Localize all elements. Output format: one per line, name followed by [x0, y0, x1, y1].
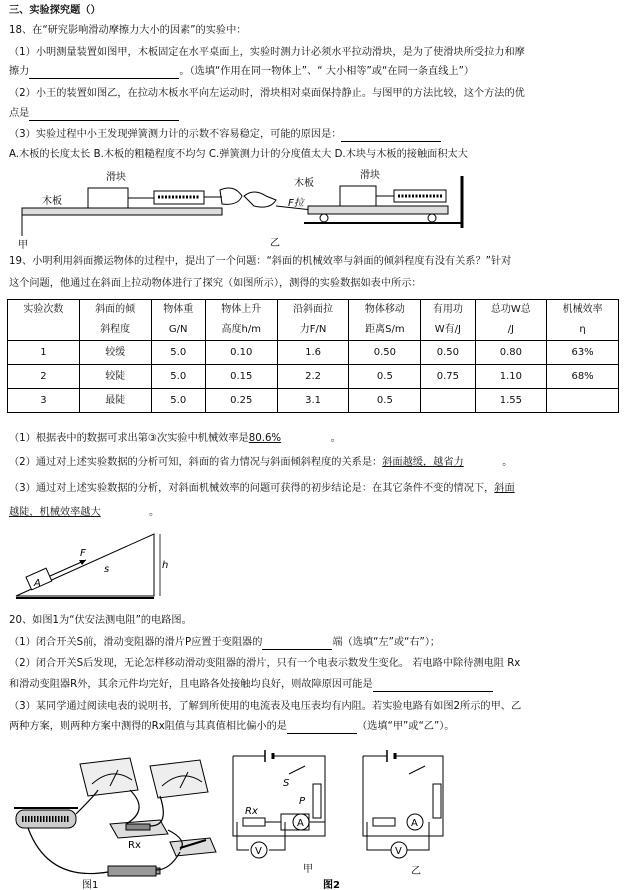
q19-part3-suffix: 。: [149, 507, 160, 518]
yi-board: [308, 206, 448, 214]
yi-a-label: A: [411, 818, 418, 829]
q18-part3-blank[interactable]: [341, 129, 441, 142]
q19-intro-line1: 19、小明利用斜面搬运物体的过程中，提出了一个问题：“斜面的机械效率与斜面的倾斜程度有没有关系？”针对: [9, 256, 512, 267]
q20-part2-blank[interactable]: [373, 679, 493, 692]
table-cell: 1.55: [475, 389, 547, 413]
q19-part1: [9, 432, 623, 446]
table-cell: 1: [8, 341, 80, 365]
yi-hand-icon: [244, 192, 276, 207]
yi-board-label: 木板: [294, 178, 314, 189]
table-cell: 0.10: [205, 341, 277, 365]
q18-part1-blank[interactable]: [29, 66, 179, 79]
yi-wheel-right: [428, 214, 436, 222]
table-header-cell: 斜面的倾: [79, 300, 151, 321]
table-cell: 63%: [547, 341, 619, 365]
table-header-cell: 物体移动: [349, 300, 421, 321]
table-cell: 1.6: [277, 341, 349, 365]
q20-part1-suffix: 端（选填“左”或“右”）；: [332, 637, 441, 648]
q19-part2-prefix: （2）通过对上述实验数据的分析可知，斜面的省力情况与斜面倾斜程度的关系是：: [9, 457, 383, 468]
yi-wheel-left: [320, 214, 328, 222]
q19-part3-answer-b: 越陡，机械效率越大: [9, 507, 101, 518]
q20-part2-line2: [9, 678, 623, 692]
table-cell: 3: [8, 389, 80, 413]
jia-board-label: 木板: [42, 196, 62, 207]
table-header-cell: 高度h/m: [205, 320, 277, 341]
table-row: [8, 365, 619, 389]
table-header-cell: W有/J: [421, 320, 475, 341]
q18-options: A.木板的长度太长 B.木板的粗糙程度不均匀 C.弹簧测力计的分度值太大 D.木块与木板的接触面积太大: [9, 149, 468, 160]
q20-figure-1: [10, 744, 225, 890]
rx-label-fig1: Rx: [128, 840, 141, 851]
table-header-cell: /J: [475, 320, 547, 341]
jia-switch: [289, 766, 305, 774]
table-header-cell: 物体重: [151, 300, 205, 321]
rheostat-device: [14, 808, 78, 828]
circuit-yi: [363, 750, 443, 858]
q20-part3-blank[interactable]: [287, 721, 357, 734]
q19-part1-answer: 80.6%: [248, 433, 282, 444]
jia-p-label: P: [299, 796, 306, 807]
table-cell: 2.2: [277, 365, 349, 389]
table-cell: 0.15: [205, 365, 277, 389]
table-header-cell: [8, 320, 80, 341]
table-header-cell: 有用功: [421, 300, 475, 321]
table-cell: 0.5: [349, 365, 421, 389]
q20-part3-prefix: 两种方案，则两种方案中测得的Rx阻值与其真值相比偏小的是: [9, 721, 287, 732]
table-header-row-2: [8, 320, 619, 341]
yi-slider-label: 滑块: [360, 170, 380, 181]
q19-incline-figure: [10, 526, 170, 606]
q18-part2-line1: （2）小王的装置如图乙，在拉动木板水平向左运动时，滑块相对桌面保持静止。与图甲的方法比较，这个方法的优: [9, 88, 525, 99]
table-cell: 0.5: [349, 389, 421, 413]
block-label: A: [34, 578, 41, 589]
jia-board: [22, 208, 222, 215]
q20-part3-line2: [9, 720, 623, 734]
table-header-cell: 物体上升: [205, 300, 277, 321]
fig2-caption: 图2: [323, 880, 340, 890]
jia-slider-block: [88, 188, 128, 208]
table-cell: 5.0: [151, 341, 205, 365]
jia-rx-label: Rx: [245, 806, 258, 817]
q20-figure-2: [225, 744, 485, 890]
table-header-cell: 总功W总: [475, 300, 547, 321]
table-cell: 68%: [547, 365, 619, 389]
yi-v-label: V: [395, 846, 402, 857]
yi-force-label: F拉: [288, 198, 304, 209]
q18-intro: 18、在“研究影响滑动摩擦力大小的因素”的实验中：: [9, 25, 247, 36]
q19-part1-suffix: 。: [330, 433, 341, 444]
table-cell: 2: [8, 365, 80, 389]
table-header-cell: η: [547, 320, 619, 341]
table-cell: [421, 389, 475, 413]
table-cell: 最陡: [79, 389, 151, 413]
q19-part3-answer-a: 斜面: [494, 483, 515, 494]
table-header-row-1: [8, 300, 619, 321]
table-cell: 0.50: [421, 341, 475, 365]
circuit-jia: [233, 750, 325, 858]
q20-part2-line1: （2）闭合开关S后发现，无论怎样移动滑动变阻器的滑片，只有一个电表示数发生变化。 若电路中除待测电阻 Rx: [9, 658, 521, 669]
table-header-cell: 机械效率: [547, 300, 619, 321]
table-cell: 3.1: [277, 389, 349, 413]
ammeter-device: [80, 758, 138, 796]
q18-part2-line2: [9, 107, 623, 121]
q20-part3-line1: （3）某同学通过阅读电表的说明书，了解到所使用的电流表及电压表均有内阻。若实验电路有如图2所示的甲、乙: [9, 701, 522, 712]
force-label: F: [80, 548, 86, 559]
battery-device: [108, 866, 160, 876]
q19-part2-answer: 斜面越缓，越省力: [382, 457, 464, 468]
q18-part2-prefix: 点是: [9, 108, 30, 119]
jia-slider-label: 滑块: [106, 172, 126, 183]
q19-part1-prefix: （1）根据表中的数据可求出第③次实验中机械效率是: [9, 433, 249, 444]
q19-part2: [9, 456, 623, 470]
section-title: 三、实验探究题（）: [9, 5, 101, 16]
fig2-jia-label: 甲: [303, 864, 313, 875]
yi-rheostat: [433, 784, 441, 818]
table-cell: 5.0: [151, 365, 205, 389]
q18-part1-line1: （1）小明测量装置如图甲，木板固定在水平桌面上，实验时测力计必须水平拉动滑块，是为了使滑块所受拉力和摩: [9, 47, 525, 58]
q20-intro: 20、如图1为“伏安法测电阻”的电路图。: [9, 615, 192, 626]
table-header-cell: 距离S/m: [349, 320, 421, 341]
q19-data-table: [7, 299, 619, 413]
q19-part3-line2: [9, 506, 623, 520]
yi-label: 乙: [270, 238, 280, 249]
q20-part1-blank[interactable]: [262, 637, 332, 650]
distance-label: s: [104, 564, 110, 575]
q18-part3-text: （3）实验过程中小王发现弹簧测力计的示数不容易稳定，可能的原因是：: [9, 129, 342, 140]
table-header-cell: 力F/N: [277, 320, 349, 341]
q19-intro-line2: 这个问题，他通过在斜面上拉动物体进行了探究（如图所示），测得的实验数据如表中所示：: [9, 278, 422, 289]
q18-figure: [14, 166, 484, 252]
table-header-cell: 实验次数: [8, 300, 80, 321]
table-cell: [547, 389, 619, 413]
yi-switch: [409, 766, 425, 774]
q20-part1-prefix: （1）闭合开关S前，滑动变阻器的滑片P应置于变阻器的: [9, 637, 263, 648]
jia-v-label: V: [255, 846, 262, 857]
table-cell: 5.0: [151, 389, 205, 413]
height-label: h: [162, 560, 169, 571]
voltmeter-device: [150, 760, 208, 798]
fig2-yi-label: 乙: [411, 866, 421, 877]
jia-a-label: A: [297, 818, 304, 829]
table-header-cell: 沿斜面拉: [277, 300, 349, 321]
q20-part2-prefix: 和滑动变阻器R外，其余元件均完好，且电路各处接触均良好，则故障原因可能是: [9, 679, 373, 690]
table-header-cell: 斜程度: [79, 320, 151, 341]
switch-device: [170, 838, 216, 856]
yi-resistor: [373, 818, 395, 826]
fig1-caption: 图1: [82, 880, 99, 890]
q19-part3-line1: [9, 482, 623, 496]
q18-part3: [9, 128, 623, 142]
table-cell: 0.50: [349, 341, 421, 365]
table-cell: 1.10: [475, 365, 547, 389]
q19-part2-suffix: 。: [502, 457, 513, 468]
table-row: [8, 389, 619, 413]
q20-part3-suffix: （选填“甲”或“乙”）。: [356, 721, 455, 732]
q19-part3-prefix: （3）通过对上述实验数据的分析，对斜面机械效率的问题可获得的初步结论是：在其它条件不变的情况下，: [9, 483, 495, 494]
q20-part1: [9, 636, 623, 650]
table-cell: 较陡: [79, 365, 151, 389]
yi-slider-block: [340, 186, 376, 206]
q18-part1-line2: [9, 65, 623, 79]
table-cell: 0.75: [421, 365, 475, 389]
q18-part1-prefix: 擦力: [9, 66, 30, 77]
jia-resistor: [243, 818, 265, 826]
q18-part1-suffix: 。（选填“作用在同一物体上”、“ 大小相等”或“在同一条直线上”）: [179, 66, 475, 77]
table-row: [8, 341, 619, 365]
table-cell: 较缓: [79, 341, 151, 365]
table-cell: 0.25: [205, 389, 277, 413]
jia-hand-icon: [204, 188, 242, 204]
table-cell: 0.80: [475, 341, 547, 365]
table-header-cell: G/N: [151, 320, 205, 341]
jia-rheostat: [313, 784, 321, 818]
q18-part2-blank[interactable]: [29, 108, 179, 121]
jia-label: 甲: [18, 240, 28, 251]
jia-s-label: S: [283, 778, 290, 789]
